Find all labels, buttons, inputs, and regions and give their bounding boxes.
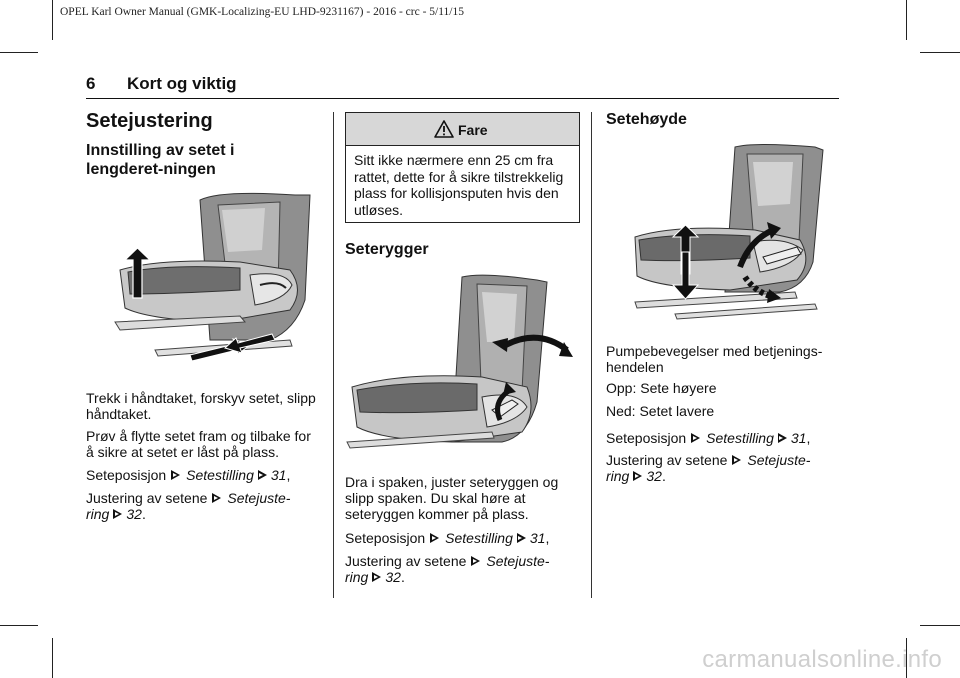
- page-arrow-icon: [516, 533, 527, 544]
- page-number: 6: [86, 74, 96, 93]
- page-arrow-icon: [777, 433, 788, 444]
- instruction-paragraph: Opp: Sete høyere: [606, 380, 717, 396]
- instruction-paragraph: Prøv å flytte setet fram og tilbake for å sikre at setet er låst på plass.: [86, 428, 311, 460]
- subsection-title: Setehøyde: [606, 111, 687, 128]
- reference-label: Justering av setene: [86, 490, 208, 506]
- cross-reference: Justering av setene Setejuste- ring 32.: [86, 490, 291, 522]
- subsection-title: Seterygger: [345, 241, 429, 258]
- crop-mark: [906, 0, 907, 40]
- reference-arrow-icon: [429, 533, 440, 544]
- cross-reference: Seteposisjon Setestilling 31,: [606, 430, 811, 446]
- reference-page[interactable]: 31: [790, 430, 807, 446]
- reference-arrow-icon: [470, 556, 481, 567]
- crop-mark: [52, 0, 53, 40]
- seat-height-illustration: [615, 142, 830, 327]
- reference-arrow-icon: [211, 493, 222, 504]
- warning-title: Fare: [458, 122, 488, 138]
- crop-mark: [920, 52, 960, 53]
- reference-arrow-icon: [731, 455, 742, 466]
- reference-arrow-icon: [170, 470, 181, 481]
- section-title: Setejustering: [86, 110, 213, 132]
- reference-label: Seteposisjon: [345, 530, 426, 546]
- column-divider: [591, 112, 592, 598]
- reference-page[interactable]: 32: [126, 506, 142, 522]
- cross-reference: Seteposisjon Setestilling 31,: [86, 467, 291, 483]
- header-rule: [86, 98, 839, 99]
- warning-header: [346, 113, 579, 146]
- page-arrow-icon: [371, 572, 382, 583]
- reference-label: Justering av setene: [345, 553, 467, 569]
- cross-reference: Seteposisjon Setestilling 31,: [345, 530, 550, 546]
- reference-page[interactable]: 32: [385, 569, 401, 585]
- seatback-recline-illustration: [342, 272, 577, 467]
- chapter-title: Kort og viktig: [127, 74, 237, 93]
- page-arrow-icon: [112, 509, 123, 520]
- instruction-paragraph: Pumpebevegelser med betjenings-hendelen: [606, 343, 823, 375]
- crop-mark: [920, 625, 960, 626]
- reference-link[interactable]: Setejuste-: [486, 553, 550, 569]
- cross-reference: Justering av setene Setejuste- ring 32.: [606, 452, 811, 484]
- crop-mark: [0, 625, 38, 626]
- page-arrow-icon: [257, 470, 268, 481]
- reference-link[interactable]: Setestilling: [445, 530, 513, 546]
- reference-link[interactable]: ring: [86, 506, 110, 522]
- crop-mark: [52, 638, 53, 678]
- warning-box: [345, 112, 580, 223]
- reference-page[interactable]: 31: [529, 530, 546, 546]
- warning-text: Sitt ikke nærmere enn 25 cm fra rattet, dette for å sikre tilstrekkelig plass for kollisjonsputen hvis den utløses.: [354, 152, 564, 218]
- page-arrow-icon: [632, 471, 643, 482]
- document-header: OPEL Karl Owner Manual (GMK-Localizing-EU LHD-9231167) - 2016 - crc - 5/11/15: [60, 6, 464, 18]
- watermark: carmanualsonline.info: [702, 646, 942, 673]
- seat-slide-illustration: [100, 190, 315, 365]
- warning-triangle-icon: [434, 120, 454, 138]
- reference-link[interactable]: Setestilling: [186, 467, 254, 483]
- reference-link[interactable]: Setejuste-: [747, 452, 811, 468]
- instruction-paragraph: Ned: Setet lavere: [606, 403, 715, 419]
- reference-arrow-icon: [690, 433, 701, 444]
- reference-label: Seteposisjon: [86, 467, 167, 483]
- reference-label: Seteposisjon: [606, 430, 687, 446]
- instruction-paragraph: Dra i spaken, juster seteryggen og slipp spaken. Du skal høre at seteryggen kommer på plass.: [345, 474, 559, 522]
- crop-mark: [0, 52, 38, 53]
- reference-link[interactable]: Setestilling: [706, 430, 774, 446]
- reference-link[interactable]: ring: [606, 468, 630, 484]
- reference-link[interactable]: ring: [345, 569, 369, 585]
- column-divider: [333, 112, 334, 598]
- instruction-paragraph: Trekk i håndtaket, forskyv setet, slipp håndtaket.: [86, 390, 316, 422]
- reference-link[interactable]: Setejuste-: [227, 490, 291, 506]
- reference-page[interactable]: 31: [270, 467, 287, 483]
- cross-reference: Justering av setene Setejuste- ring 32.: [345, 553, 550, 585]
- subsection-title: Innstilling av setet i lengderet-ningen: [86, 142, 235, 178]
- reference-label: Justering av setene: [606, 452, 728, 468]
- reference-page[interactable]: 32: [646, 468, 662, 484]
